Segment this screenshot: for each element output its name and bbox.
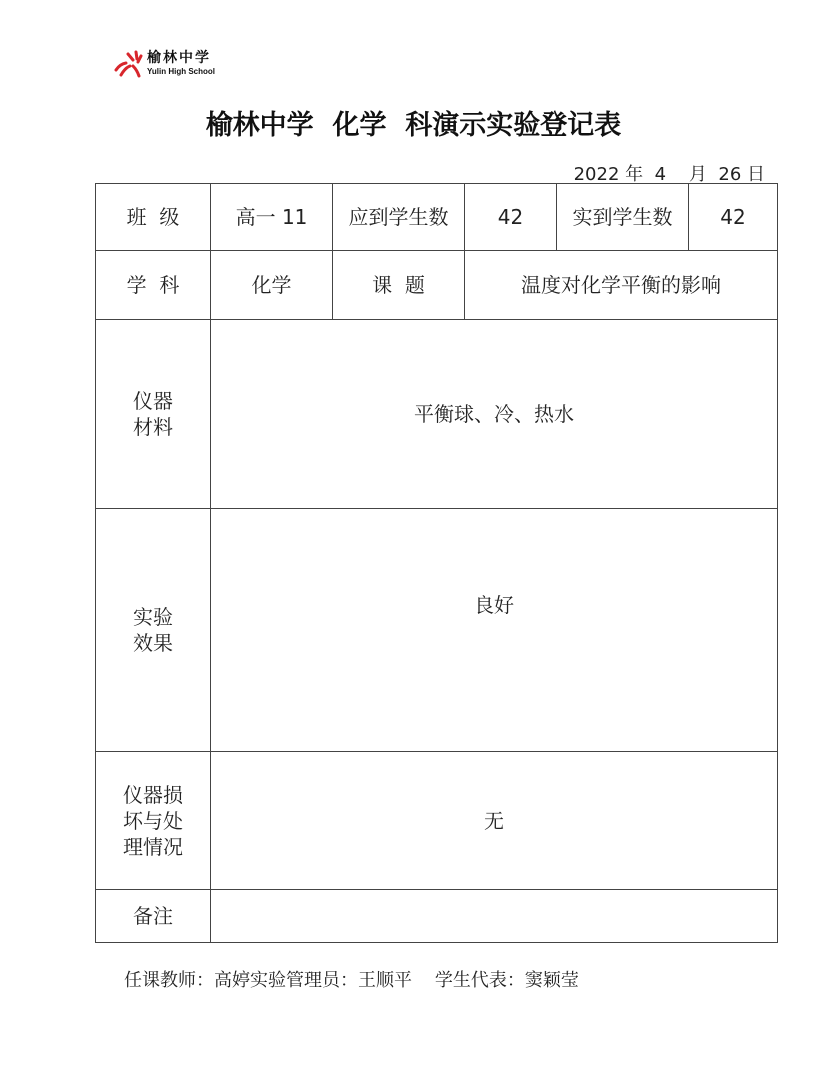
record-date: 2022 年 4 月 26 日 <box>573 164 765 185</box>
logo-english-name: Yulin High School <box>147 66 215 76</box>
school-emblem-icon <box>111 46 145 80</box>
table-row <box>96 251 778 320</box>
subject-label: 学 科 <box>96 251 211 320</box>
equipment-label: 仪器 材料 <box>96 320 211 509</box>
result-value: 良好 <box>211 509 778 752</box>
table-row <box>96 320 778 509</box>
equipment-value: 平衡球、冷、热水 <box>211 320 778 509</box>
topic-label: 课 题 <box>333 251 465 320</box>
registration-table <box>95 183 778 943</box>
school-logo <box>111 46 215 80</box>
table-row <box>96 509 778 752</box>
table-row <box>96 890 778 943</box>
page-title: 榆林中学 化学 科演示实验登记表 <box>205 110 622 141</box>
damage-value: 无 <box>211 752 778 890</box>
damage-label: 仪器损 坏与处 理情况 <box>96 752 211 890</box>
class-value: 高一 11 <box>211 184 333 251</box>
class-label: 班 级 <box>96 184 211 251</box>
subject-value: 化学 <box>211 251 333 320</box>
table-row <box>96 752 778 890</box>
expected-students-label: 应到学生数 <box>333 184 465 251</box>
logo-chinese-name: 榆林中学 <box>147 49 211 66</box>
result-label: 实验 效果 <box>96 509 211 752</box>
table-row <box>96 184 778 251</box>
remarks-label: 备注 <box>96 890 211 943</box>
expected-students-value: 42 <box>465 184 557 251</box>
logo-text <box>147 51 215 76</box>
remarks-value <box>211 890 778 943</box>
signature-line: 任课教师：高婷实验管理员：王顺平 学生代表：窦颖莹 <box>124 970 579 991</box>
topic-value: 温度对化学平衡的影响 <box>465 251 778 320</box>
actual-students-label: 实到学生数 <box>557 184 689 251</box>
actual-students-value: 42 <box>689 184 778 251</box>
